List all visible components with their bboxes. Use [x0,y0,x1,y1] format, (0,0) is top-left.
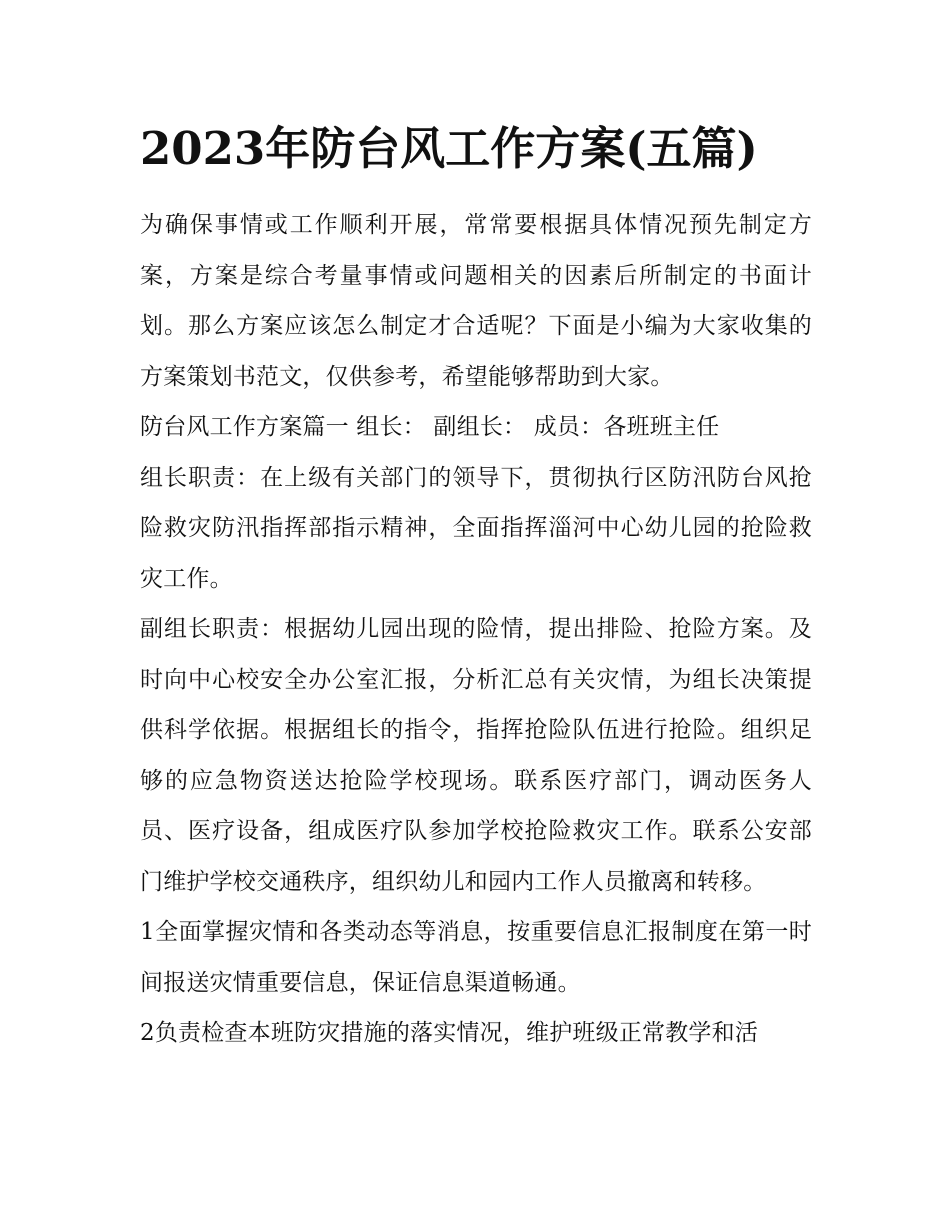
paragraph-leader-duties: 组长职责：在上级有关部门的领导下，贯彻执行区防汛防台风抢险救灾防汛指挥部指示精神，全面指挥淄河中心幼儿园的抢险救灾工作。 [140,464,812,592]
paragraph-section-heading: 防台风工作方案篇一 组长： 副组长： 成员：各班班主任 [140,414,720,440]
paragraph-deputy-duties: 副组长职责：根据幼儿园出现的险情，提出排险、抢险方案。及时向中心校安全办公室汇报，分析汇总有关灾情，为组长决策提供科学依据。根据组长的指令，指挥抢险队伍进行抢险。组织足够的应急物资送达抢险学校现场。联系医疗部门，调动医务人员、医疗设备，组成医疗队参加学校抢险救灾工作。联系公安部门维护学校交通秩序，组织幼儿和园内工作人员撤离和转移。 [140,616,812,895]
paragraph-intro: 为确保事情或工作顺利开展，常常要根据具体情况预先制定方案，方案是综合考量事情或问题相关的因素后所制定的书面计划。那么方案应该怎么制定才合适呢？下面是小编为大家收集的方案策划书范文，仅供参考，希望能够帮助到大家。 [140,212,812,390]
document-body [140,200,812,1059]
paragraph-item-2: 2负责检查本班防灾措施的落实情况，维护班级正常教学和活 [140,1020,759,1046]
document-title: 2023年防台风工作方案(五篇) [140,122,758,175]
paragraph-item-1: 1全面掌握灾情和各类动态等消息，按重要信息汇报制度在第一时间报送灾情重要信息，保证信息渠道畅通。 [140,919,812,996]
